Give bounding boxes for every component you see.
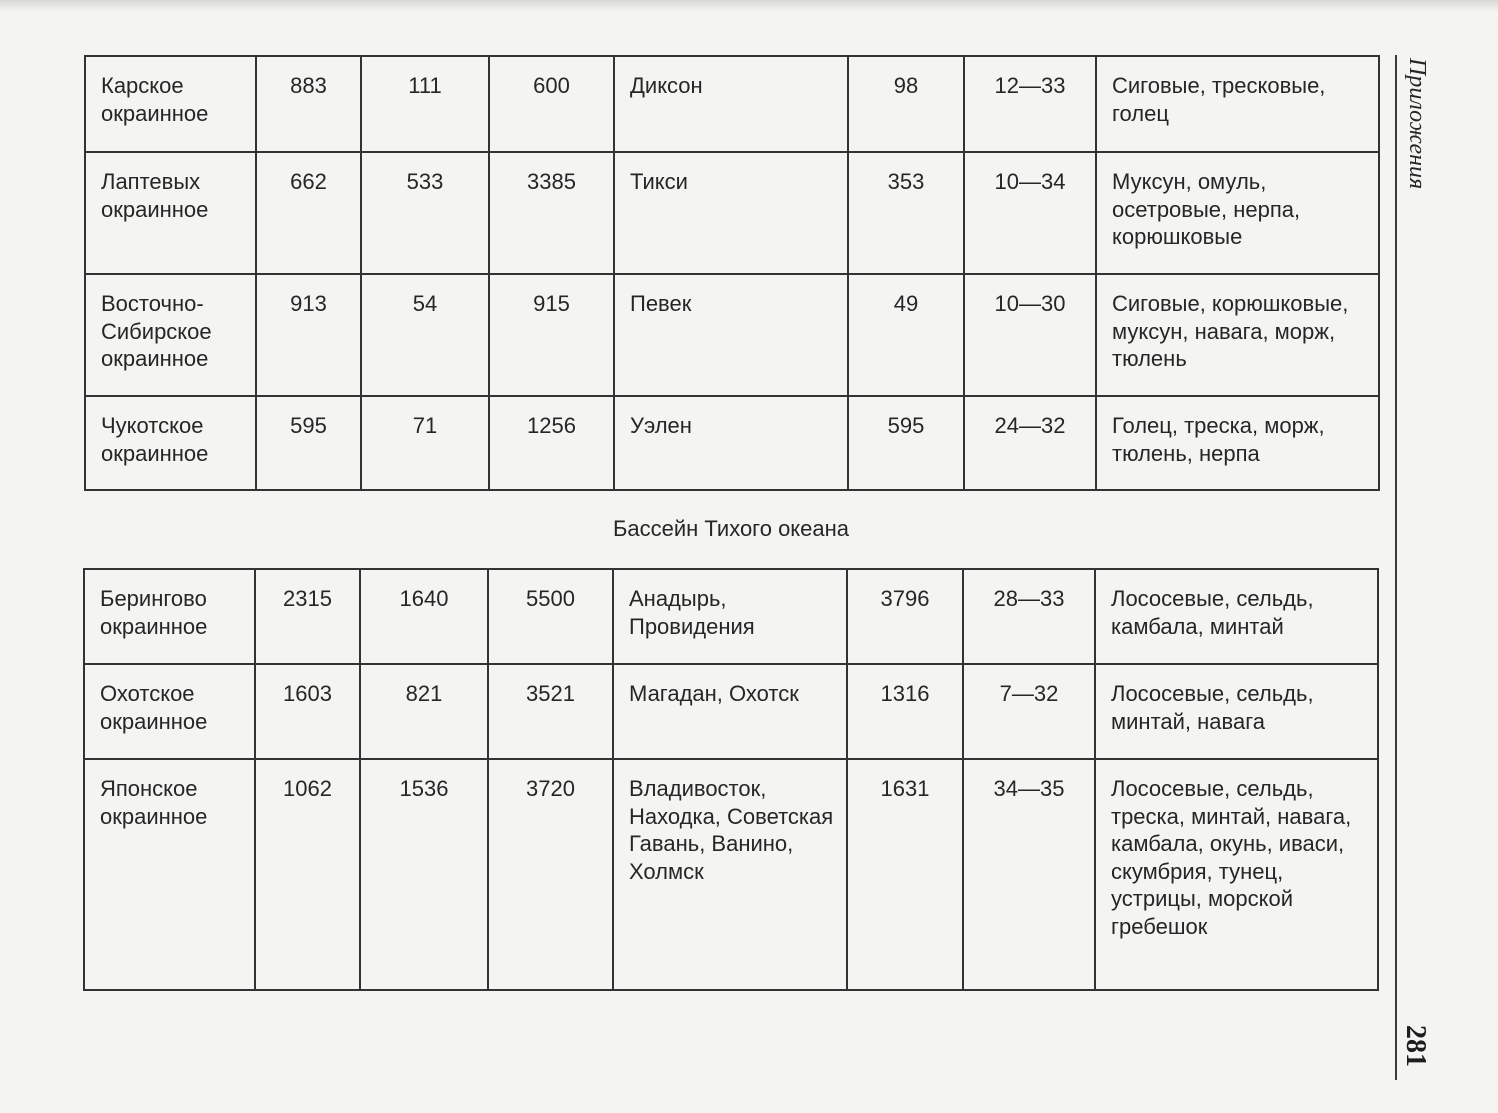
range-cell: 28—33 — [963, 569, 1095, 664]
value-cell: 1640 — [360, 569, 488, 664]
value-cell: 913 — [256, 274, 361, 396]
sea-name-cell: Чукотское окраинное — [85, 396, 256, 490]
sea-name-cell: Берингово окраинное — [84, 569, 255, 664]
sea-name-cell: Восточно-Сибирское окраинное — [85, 274, 256, 396]
value-cell: 1256 — [489, 396, 614, 490]
value-cell: 1631 — [847, 759, 963, 990]
value-cell: 2315 — [255, 569, 360, 664]
value-cell: 1062 — [255, 759, 360, 990]
margin-rule — [1395, 55, 1397, 1080]
value-cell: 5500 — [488, 569, 613, 664]
page-number: 281 — [1400, 1025, 1431, 1067]
value-cell: 111 — [361, 56, 489, 152]
value-cell: 49 — [848, 274, 964, 396]
value-cell: 821 — [360, 664, 488, 759]
table-row — [84, 569, 1378, 664]
sea-name-cell: Карское окраинное — [85, 56, 256, 152]
table-row — [85, 152, 1379, 274]
fish-species-cell: Лососевые, сельдь, треска, минтай, навага, камбала, окунь, иваси, скумбрия, тунец, устрицы, морской гребешок — [1095, 759, 1378, 990]
ports-cell: Диксон — [614, 56, 848, 152]
value-cell: 533 — [361, 152, 489, 274]
table-row — [85, 274, 1379, 396]
value-cell: 98 — [848, 56, 964, 152]
value-cell: 595 — [256, 396, 361, 490]
pacific-basin-heading: Бассейн Тихого океана — [612, 516, 850, 541]
value-cell: 1316 — [847, 664, 963, 759]
sea-name-cell: Японское окраинное — [84, 759, 255, 990]
fish-species-cell: Сиговые, тресковые, голец — [1096, 56, 1379, 152]
value-cell: 1536 — [360, 759, 488, 990]
fish-species-cell: Лососевые, сельдь, камбала, минтай — [1095, 569, 1378, 664]
value-cell: 662 — [256, 152, 361, 274]
sea-name-cell: Лаптевых окраинное — [85, 152, 256, 274]
value-cell: 3796 — [847, 569, 963, 664]
ports-cell: Певек — [614, 274, 848, 396]
table-row — [84, 664, 1378, 759]
scan-top-shadow — [0, 0, 1498, 12]
sea-name-cell: Охотское окраинное — [84, 664, 255, 759]
range-cell: 12—33 — [964, 56, 1096, 152]
value-cell: 71 — [361, 396, 489, 490]
table-row — [85, 56, 1379, 152]
running-head: Приложения — [1404, 58, 1430, 190]
range-cell: 24—32 — [964, 396, 1096, 490]
ports-cell: Владивосток, Находка, Советская Гавань, Ванино, Холмск — [613, 759, 847, 990]
value-cell: 3720 — [488, 759, 613, 990]
table-row — [85, 396, 1379, 490]
range-cell: 7—32 — [963, 664, 1095, 759]
fish-species-cell: Лососевые, сельдь, минтай, навага — [1095, 664, 1378, 759]
value-cell: 600 — [489, 56, 614, 152]
ports-cell: Тикси — [614, 152, 848, 274]
fish-species-cell: Муксун, омуль, осетровые, нерпа, корюшковые — [1096, 152, 1379, 274]
value-cell: 883 — [256, 56, 361, 152]
value-cell: 54 — [361, 274, 489, 396]
value-cell: 915 — [489, 274, 614, 396]
table-row — [84, 759, 1378, 990]
ports-cell: Магадан, Охотск — [613, 664, 847, 759]
fish-species-cell: Сиговые, корюшковые, муксун, навага, морж, тюлень — [1096, 274, 1379, 396]
arctic-seas-table — [84, 55, 1380, 491]
value-cell: 1603 — [255, 664, 360, 759]
value-cell: 3385 — [489, 152, 614, 274]
ports-cell: Уэлен — [614, 396, 848, 490]
value-cell: 353 — [848, 152, 964, 274]
pacific-seas-table — [83, 568, 1379, 991]
ports-cell: Анадырь, Провидения — [613, 569, 847, 664]
range-cell: 10—34 — [964, 152, 1096, 274]
value-cell: 595 — [848, 396, 964, 490]
range-cell: 34—35 — [963, 759, 1095, 990]
fish-species-cell: Голец, треска, морж, тюлень, нерпа — [1096, 396, 1379, 490]
value-cell: 3521 — [488, 664, 613, 759]
range-cell: 10—30 — [964, 274, 1096, 396]
